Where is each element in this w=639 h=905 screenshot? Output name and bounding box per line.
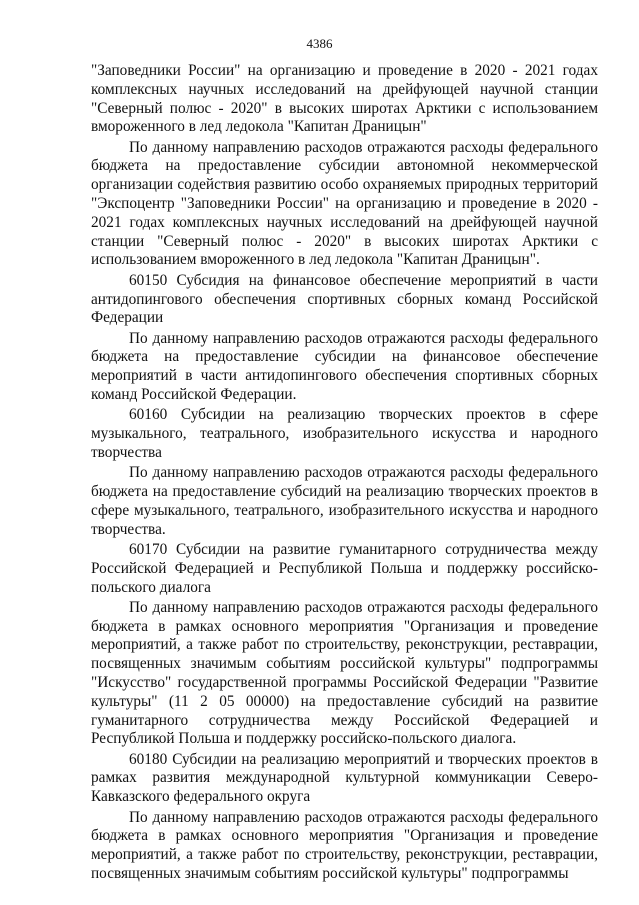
paragraph-description-expocenter: По данному направлению расходов отражаются расходы федерального бюджета на предоставление субсидии автономной некоммерческой организации содействия развитию особо охраняемых природных территорий "Экспоцентр "Заповедники России" на организацию и проведение в 2020 - 2021 годах комплексных научных исследований на дрейфующей научной станции "Северный полюс - 2020" в высоких широтах Арктики с использованием вмороженного в лед ледокола "Капитан Драницын". [91, 138, 598, 269]
paragraph-description-60160: По данному направлению расходов отражаются расходы федерального бюджета на предоставление субсидий на реализацию творческих проектов в сфере музыкального, театрального, изобразительного искусства и народного творчества. [91, 464, 598, 538]
paragraph-continuation: "Заповедники России" на организацию и проведение в 2020 - 2021 годах комплексных научных исследований на дрейфующей научной станции "Северный полюс - 2020" в высоких широтах Арктики с использованием вмороженного в лед ледокола "Капитан Драницын" [91, 62, 598, 136]
paragraph-description-60180: По данному направлению расходов отражаются расходы федерального бюджета в рамках основного мероприятия "Организация и проведение мероприятий, а также работ по строительству, реконструкции, реставрации, посвященных значимым событиям российской культуры" подпрограммы [91, 808, 598, 882]
page-number: 4386 [306, 36, 333, 51]
paragraph-heading-60180: 60180 Субсидии на реализацию мероприятий и творческих проектов в рамках развития международной культурной коммуникации Северо-Кавказского федерального округа [91, 750, 598, 806]
body-text [91, 62, 598, 884]
paragraph-description-60170: По данному направлению расходов отражаются расходы федерального бюджета в рамках основного мероприятия "Организация и проведение мероприятий, а также работ по строительству, реконструкции, реставрации, посвященных значимым событиям российской культуры" подпрограммы "Искусство" государственной программы Российской Федерации "Развитие культуры" (11 2 05 00000) на предоставление субсидий на развитие гуманитарного сотрудничества между Российской Федерацией и Республикой Польша и поддержку российско-польского диалога. [91, 598, 598, 748]
paragraph-heading-60160: 60160 Субсидии на реализацию творческих проектов в сфере музыкального, театрального, изобразительного искусства и народного творчества [91, 406, 598, 461]
paragraph-heading-60170: 60170 Субсидии на развитие гуманитарного сотрудничества между Российской Федерацией и Республикой Польша и поддержку российско-польского диалога [91, 540, 598, 596]
paragraph-description-60150: По данному направлению расходов отражаются расходы федерального бюджета на предоставление субсидии на финансовое обеспечение мероприятий в части антидопингового обеспечения спортивных сборных команд Российской Федерации. [91, 329, 598, 404]
paragraph-heading-60150: 60150 Субсидия на финансовое обеспечение мероприятий в части антидопингового обеспечения спортивных сборных команд Российской Федерации [91, 271, 598, 327]
